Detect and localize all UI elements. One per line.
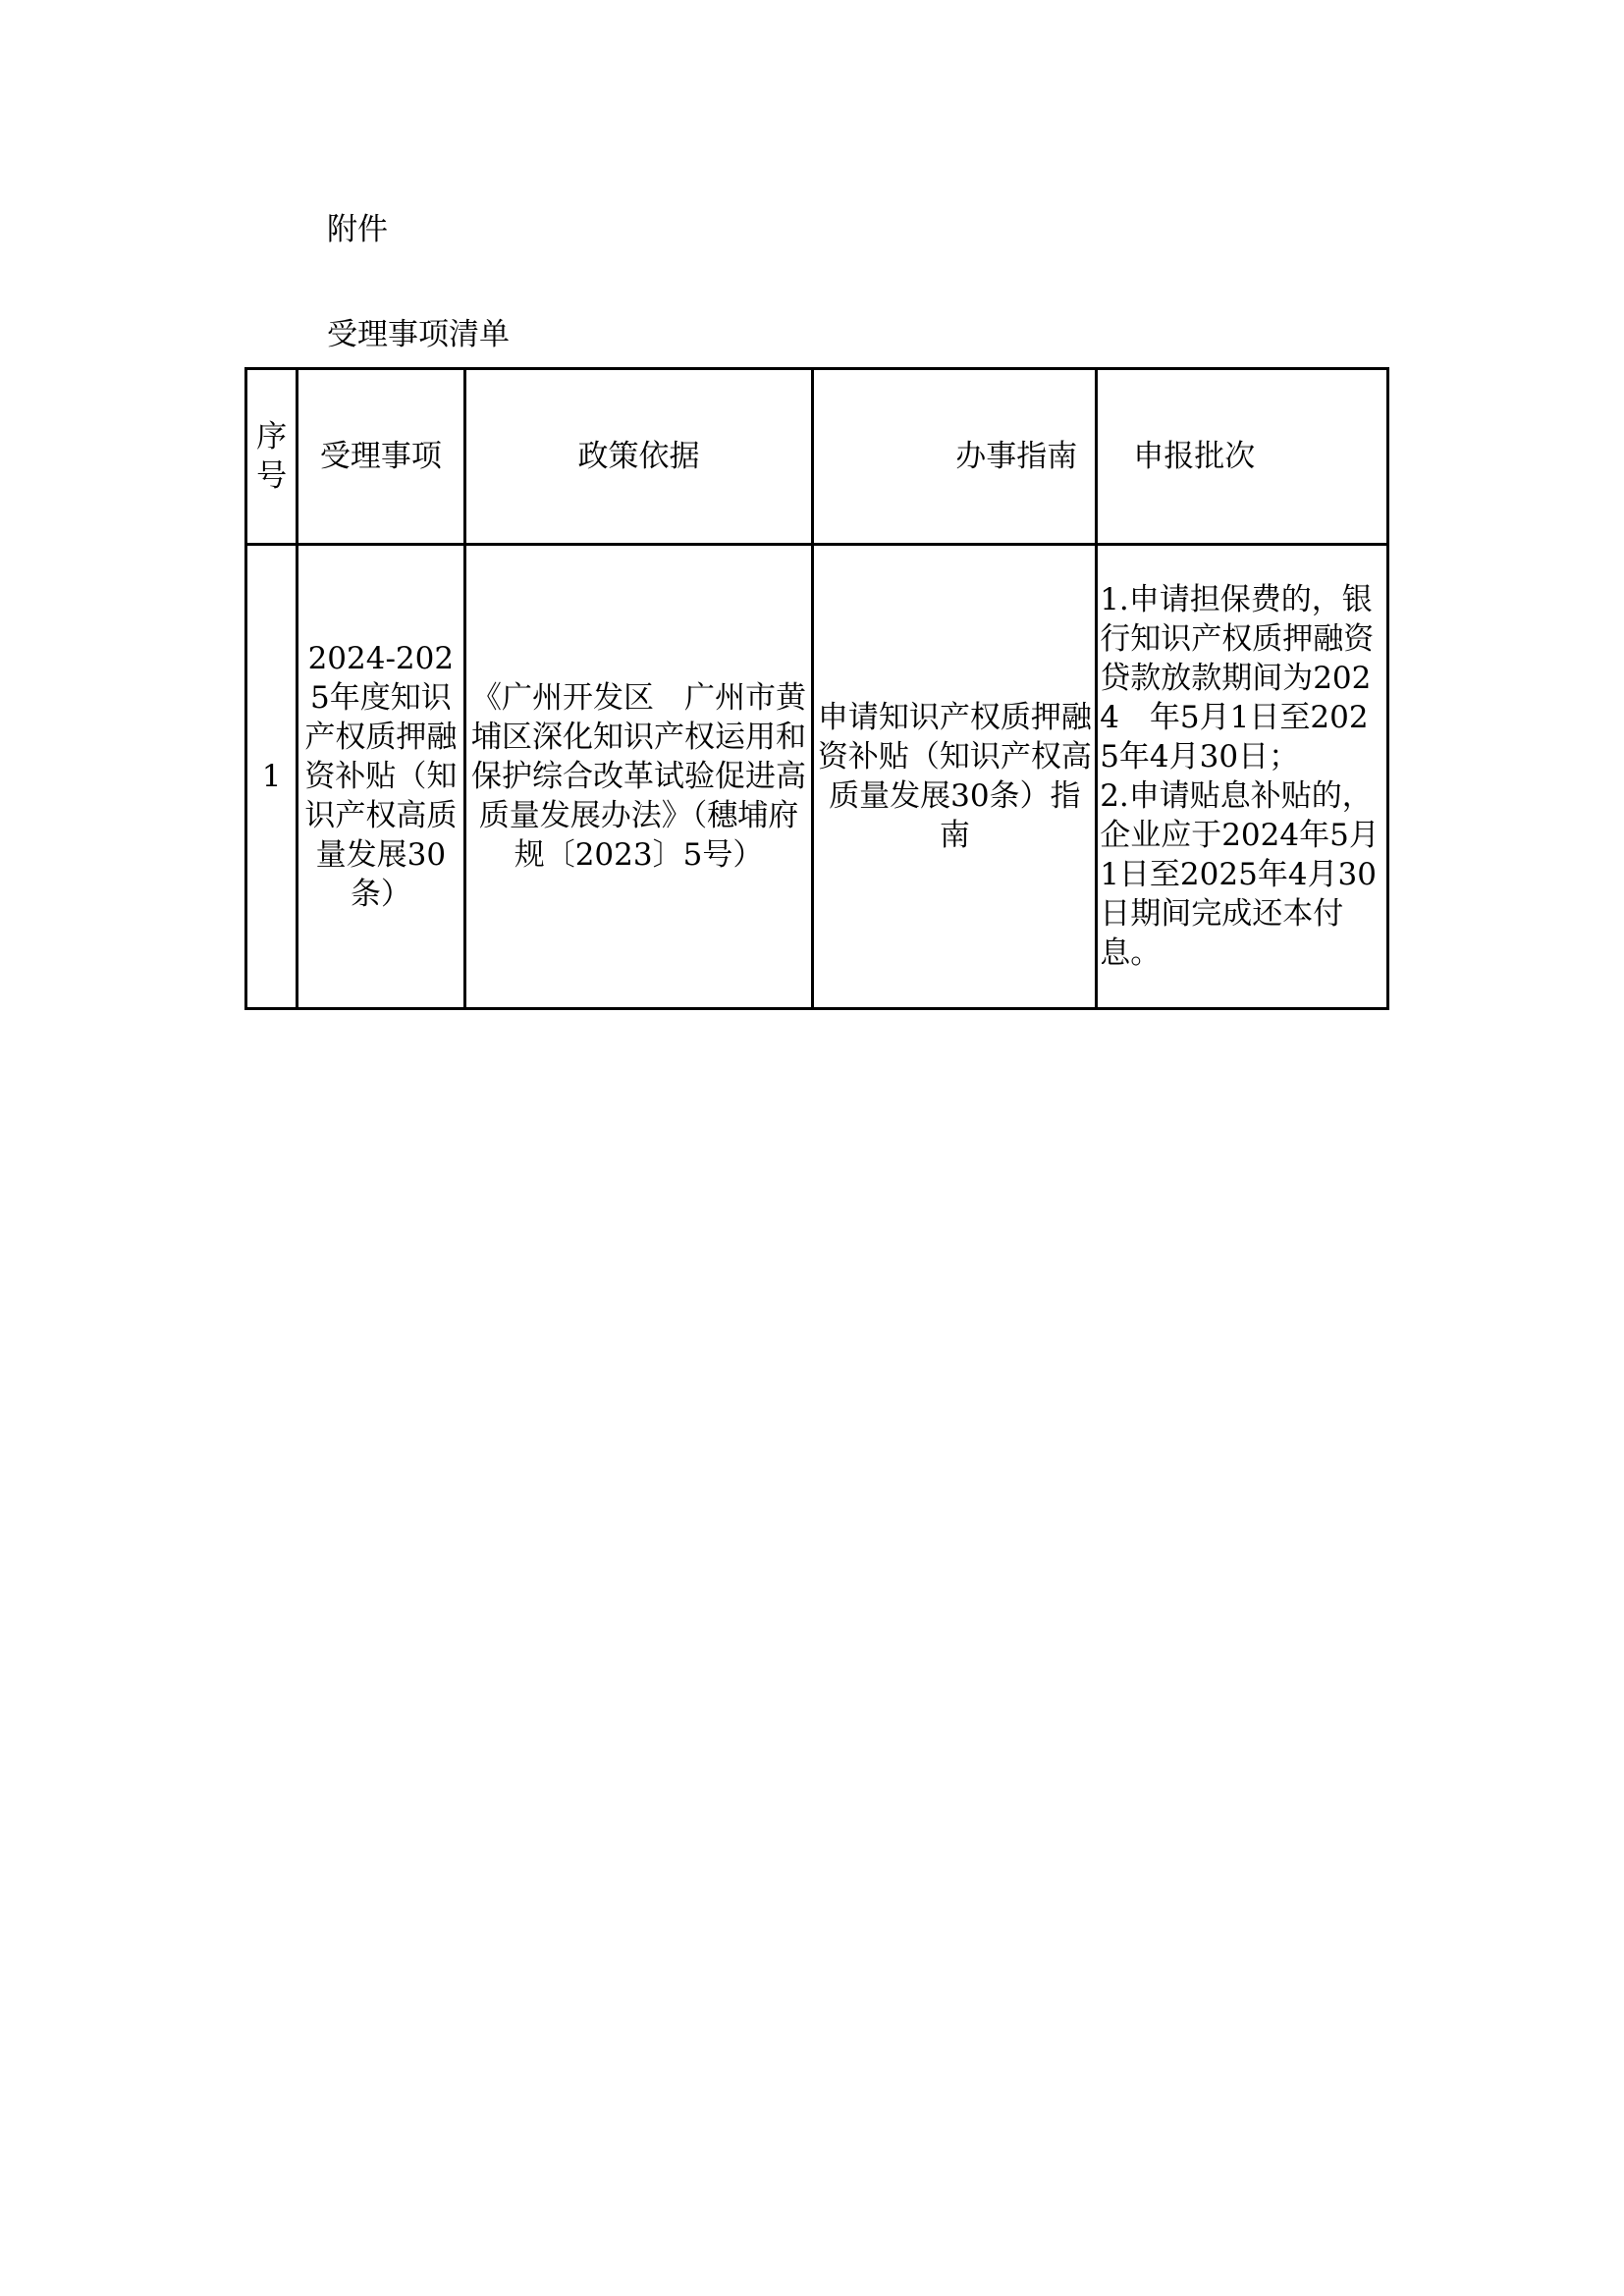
acceptance-items-table (244, 367, 1389, 1010)
header-item: 受理事项 (298, 369, 464, 545)
cell-item: 2024-2025年度知识产权质押融资补贴（知识产权高质量发展30条） (298, 545, 464, 1009)
table-row (246, 545, 1388, 1009)
batch-interest-subsidy: 2.申请贴息补贴的，企业应于2024年5月1日至2025年4月30日期间完成还本付息。 (1100, 778, 1380, 971)
cell-guide: 申请知识产权质押融资补贴（知识产权高质量发展30条）指南 (813, 545, 1097, 1009)
cell-seq: 1 (246, 545, 298, 1009)
table-header-row (246, 369, 1388, 545)
header-guide: 办事指南 (813, 369, 1097, 545)
attachment-label: 附件 (327, 212, 388, 247)
cell-policy: 《广州开发区 广州市黄埔区深化知识产权运用和保护综合改革试验促进高质量发展办法》（穗埔府规〔2023〕5号） (464, 545, 813, 1009)
header-batch: 申报批次 (1097, 369, 1388, 545)
batch-guarantee-fee: 1.申请担保费的，银行知识产权质押融资贷款放款期间为2024 年5月1日至2025年4月30日； (1100, 582, 1375, 774)
header-policy: 政策依据 (464, 369, 813, 545)
cell-batch (1097, 545, 1388, 1009)
table-title: 受理事项清单 (327, 317, 510, 352)
header-seq: 序号 (246, 369, 298, 545)
